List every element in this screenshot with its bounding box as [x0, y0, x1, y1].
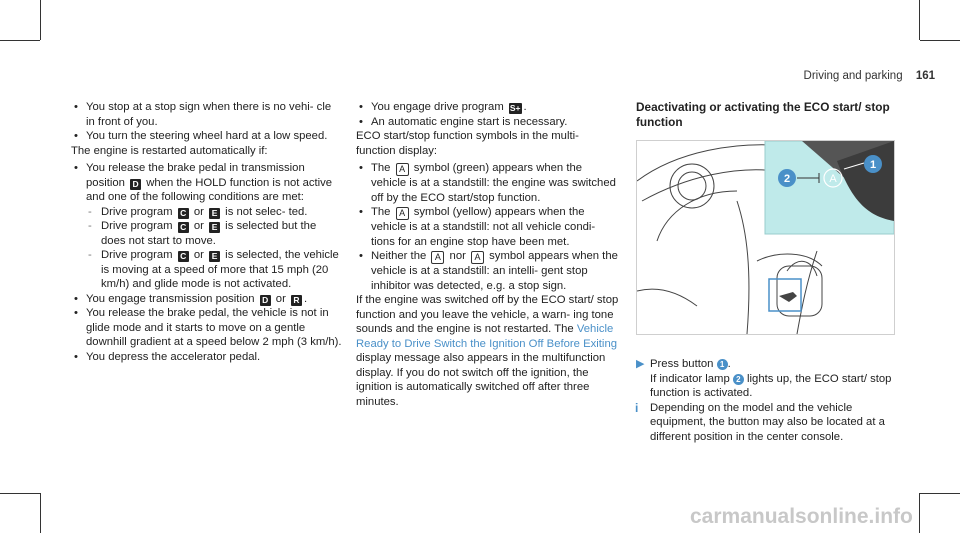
- sub-item: - Drive program C or E is selected but the does not start to move.: [71, 219, 343, 248]
- list-item: • Neither the A nor A symbol appears when the vehicle is at a standstill: an intelli- gent stop inhibitor was detected, e.g. a stop sign.: [356, 249, 620, 293]
- eco-start-stop-icon: A: [396, 163, 409, 176]
- eco-start-stop-icon: A: [431, 251, 444, 264]
- list-item: • You stop at a stop sign when there is no vehi- cle in front of you.: [71, 100, 343, 129]
- info-icon: i: [635, 400, 639, 415]
- list-item: • You engage drive program S+ .: [356, 100, 620, 115]
- list-item: • You turn the steering wheel hard at a low speed.: [71, 129, 343, 144]
- page-number: 161: [915, 70, 935, 82]
- list-item: • You release the brake pedal in transmission position D when the HOLD function is not active and one of the following conditions are met:: [71, 161, 343, 205]
- crop-mark: [40, 493, 41, 533]
- drive-program-s-icon: S+: [509, 103, 521, 113]
- drive-program-e-icon: E: [209, 208, 220, 219]
- crop-mark: [920, 40, 960, 41]
- callout-1-label: 1: [869, 159, 877, 171]
- gear-d-icon: D: [260, 295, 271, 306]
- info-note: i Depending on the model and the vehicle equipment, the button may also be located at a different position in the center console.: [635, 400, 885, 443]
- instructions: [636, 357, 898, 444]
- sub-item: - Drive program C or E is not selec- ted.: [71, 205, 343, 220]
- watermark: carmanualsonline.info: [690, 505, 913, 528]
- drive-program-c-icon: C: [178, 222, 189, 233]
- drive-program-e-icon: E: [209, 251, 220, 262]
- drive-program-c-icon: C: [178, 251, 189, 262]
- callout-1-ref: 1: [717, 359, 728, 370]
- crop-mark: [919, 493, 920, 533]
- paragraph: If the engine was switched off by the ECO start/ stop function and you leave the vehicle, a warn- ing tone sounds and the engine is not restarted. The Vehicle Ready to Drive Switch the Ignition Off Before Exiting display message also appears in the multifunction display. If you do not switch off the ignition, the ignition is automatically switched off after three minutes.: [356, 294, 619, 408]
- list-item: • You release the brake pedal, the vehicle is not in glide mode and it starts to move on a gentle downhill gradient at a speed below 2 mph (3 km/h).: [71, 306, 343, 350]
- gear-r-icon: R: [291, 295, 302, 306]
- callout-2-label: 2: [783, 173, 791, 185]
- column-left: [71, 100, 343, 364]
- crop-mark: [0, 40, 40, 41]
- paragraph: ECO start/stop function symbols in the multi- function display:: [356, 130, 579, 157]
- display-message: Vehicle Ready to Drive Switch the Ignition Off Before Exiting: [356, 323, 618, 350]
- action-arrow-icon: ▶: [636, 358, 645, 370]
- section-heading: Deactivating or activating the ECO start/ stop function: [636, 100, 890, 129]
- eco-start-stop-icon: A: [396, 207, 409, 220]
- list-item: • You engage transmission position D or R .: [71, 292, 343, 307]
- callout-2-ref: 2: [733, 374, 744, 385]
- crop-mark: [40, 0, 41, 40]
- instruction-step: ▶ Press button 1 . If indicator lamp 2 lights up, the ECO start/ stop function is activated.: [636, 358, 892, 399]
- list-item: • The A symbol (yellow) appears when the vehicle is at a standstill: not all vehicle condi- tions for an engine stop have been met.: [356, 205, 620, 249]
- list-item: • You depress the accelerator pedal.: [71, 350, 343, 365]
- drive-program-e-icon: E: [209, 222, 220, 233]
- drive-program-c-icon: C: [178, 208, 189, 219]
- column-middle: [356, 100, 620, 409]
- column-right: [636, 100, 898, 130]
- sub-item: - Drive program C or E is selected, the vehicle is moving at a speed of more that 15 mph (20 km/h) and glide mode is not activated.: [71, 248, 343, 292]
- page-header: [804, 70, 935, 82]
- eco-start-stop-icon: A: [829, 173, 837, 185]
- list-item: • An automatic engine start is necessary.: [356, 115, 620, 130]
- section-title: Driving and parking: [803, 70, 903, 82]
- crop-mark: [919, 0, 920, 40]
- gear-d-icon: D: [130, 179, 141, 190]
- crop-mark: [920, 493, 960, 494]
- eco-start-stop-icon: A: [471, 251, 484, 264]
- center-console-figure: [636, 140, 895, 335]
- crop-mark: [0, 493, 40, 494]
- paragraph: The engine is restarted automatically if:: [71, 144, 268, 157]
- center-console-illustration: [637, 141, 894, 334]
- list-item: • The A symbol (green) appears when the vehicle is at a standstill: the engine was switched off by the ECO start/stop function.: [356, 161, 620, 205]
